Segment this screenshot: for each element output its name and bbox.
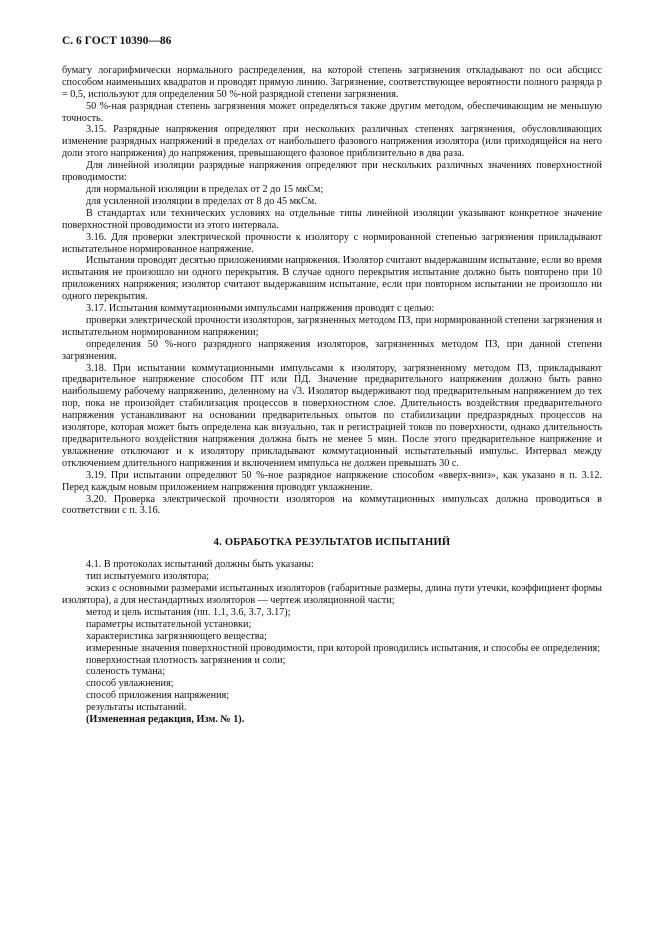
list-item: проверки электрической прочности изоляторов, загрязненных методом ПЗ, при нормированной степени загрязнения и испытательном нормированном напряжении; — [62, 314, 602, 338]
paragraph-3-16: 3.16. Для проверки электрической прочности к изолятору с нормированной степенью загрязнения прикладывают испытательное нормированное напряжение. — [62, 231, 602, 255]
paragraph-3-18: 3.18. При испытании коммутационными импульсами к изолятору, загрязненному методом ПЗ, прикладывают предварительное напряжение способом ПТ или ПД. Значение предварительного напряжения должно быть равно наибольшему рабочему напряжению, деленному на √3. Изолятор выдерживают под предварительным напряжением до тех пор, пока не произойдет стабилизация процессов в поверхностном слое. Длительность воздействия предварительного напряжения устанавливают на основании предварительных опытов по стабилизации предразрядных процессов на изоляторе, которая может быть определена как визуально, так и регистрацией токов по поверхности, однако длительность предварительного воздействия напряжения должна быть не менее 5 мин. После этого предварительное напряжение и увлажнение отключают и к изолятору прикладывают коммутационный испытательный импульс. Интервал между отключением длительного напряжения и включением импульса не должен превышать 30 с. — [62, 362, 602, 469]
paragraph-3-20: 3.20. Проверка электрической прочности изоляторов на коммутационных импульсах должна проводиться в соответствии с п. 3.16. — [62, 493, 602, 517]
list-item: эскиз с основными размерами испытанных изоляторов (габаритные размеры, длина пути утечки, коэффициент формы изолятора), а для нестандартных изоляторов — чертеж изоляционной части; — [62, 583, 602, 606]
list-item: для нормальной изоляции в пределах от 2 до 15 мкСм; — [86, 183, 324, 195]
list-item: параметры испытательной установки; — [86, 618, 252, 630]
document-page — [62, 36, 602, 726]
section-title: 4. ОБРАБОТКА РЕЗУЛЬТАТОВ ИСПЫТАНИЙ — [213, 537, 451, 549]
section-4-text — [62, 559, 602, 726]
list-item: определения 50 %-ного разрядного напряжения изоляторов, загрязненных методом ПЗ, при данной степени загрязнения. — [62, 338, 602, 362]
list-item: способ увлажнения; — [86, 678, 174, 690]
page-header: С. 6 ГОСТ 10390—86 — [62, 35, 172, 47]
list-item: поверхностная плотность загрязнения и соли; — [86, 654, 286, 666]
paragraph-3-17: 3.17. Испытания коммутационными импульсами напряжения проводят с целью: — [86, 303, 435, 315]
list-item: метод и цель испытания (пп. 1.1, 3.6, 3.7, 3.17); — [86, 606, 291, 618]
paragraph: Испытания проводят десятью приложениями напряжения. Изолятор считают выдержавшим испытание, если во время испытания не произошло ни одного перекрытия. В случае одного перекрытия испытание должно быть повторено при 10 приложениях напряжения; изолятор считают выдержавшим испытание, если при повторном испытании не произошло ни одного перекрытия. — [62, 255, 602, 303]
list-item: для усиленной изоляции в пределах от 8 до 45 мкСм. — [86, 195, 317, 207]
amendment-note: (Измененная редакция, Изм. № 1). — [86, 714, 245, 726]
paragraph-3-15: 3.15. Разрядные напряжения определяют при нескольких различных степенях загрязнения, обусловливающих изменение разрядных напряжений в пределах от наибольшего фазового напряжения изолятора (или приходящейся на него доли этого напряжения) до напряжения, превышающего фазовое приблизительно в два раза. — [62, 124, 602, 160]
paragraph: В стандартах или технических условиях на отдельные типы линейной изоляции указывают конкретное значение поверхностной проводимости из этого интервала. — [62, 207, 602, 231]
list-item: способ приложения напряжения; — [86, 690, 230, 702]
list-item: тип испытуемого изолятора; — [86, 571, 210, 583]
section-3-text — [62, 65, 602, 517]
list-item: измеренные значения поверхностной проводимости, при которой проводились испытания, и способы ее определения; — [86, 642, 601, 654]
list-item: соленость тумана; — [86, 666, 166, 678]
paragraph: Для линейной изоляции разрядные напряжения определяют при нескольких различных значениях поверхностной проводимости: — [62, 160, 602, 184]
paragraph-4-1: 4.1. В протоколах испытаний должны быть указаны: — [86, 559, 314, 571]
paragraph-3-19: 3.19. При испытании определяют 50 %-ное разрядное напряжение способом «вверх-вниз», как указано в п. 3.12. Перед каждым новым приложением напряжения проводят увлажнение. — [62, 469, 602, 493]
list-item: результаты испытаний. — [86, 702, 187, 714]
paragraph: 50 %-ная разрядная степень загрязнения может определяться также другим методом, обеспечивающим не меньшую точность. — [62, 100, 602, 124]
paragraph: бумагу логарифмически нормального распределения, на которой степень загрязнения откладывают по оси абсцисс способом наименьших квадратов и проводят прямую линию. Загрязнение, соответствующее вероятности полного разряда p = 0,5, используют для определения 50 %-ной разрядной степени загрязнения. — [62, 64, 602, 100]
list-item: характеристика загрязняющего вещества; — [86, 630, 267, 642]
